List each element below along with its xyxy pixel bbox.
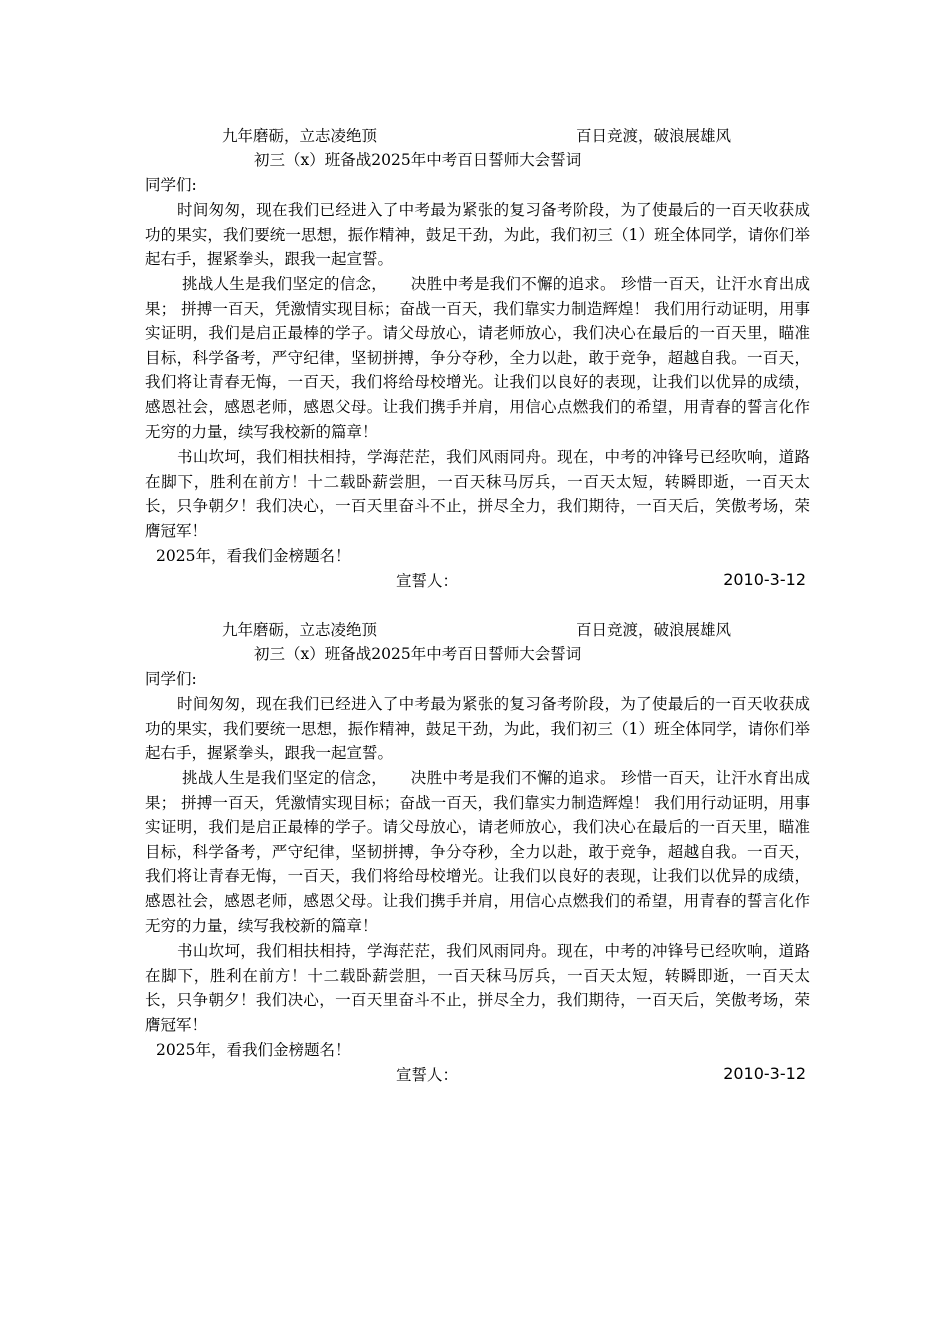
paragraph-oath: 挑战人生是我们坚定的信念， 决胜中考是我们不懈的追求。 珍惜一百天，让汗水育出成果； 拼搏一百天，凭激情实现目标；奋战一百天，我们靠实力制造辉煌！ 我们用行动证明，用事实证明，我们是启正最棒的学子。请父母放心，请老师放心，我们决心在最后的一百天里，瞄准目标，科学备考，严守纪律，坚韧拼搏，争分夺秒，全力以赴，敢于竞争，超越自我。一百天，我们将让青春无悔，一百天，我们将给母校增光。让我们以良好的表现，让我们以优异的成绩，感恩社会，感恩老师，感恩父母。让我们携手并肩，用信心点燃我们的希望，用青春的誓言化作无穷的力量，续写我校新的篇章！ [145,769,810,935]
motto-left: 九年磨砺，立志凌绝顶 [222,621,378,639]
oath-block-1 [0,124,950,614]
oath-title: 初三（x）班备战2025年中考百日誓师大会誓词 [254,151,582,169]
greeting: 同学们: [145,176,197,194]
motto-right: 百日竞渡，破浪展雄风 [576,621,732,639]
slogan: 2025年，看我们金榜题名！ [156,547,351,565]
greeting: 同学们: [145,670,197,688]
paragraph-closing: 书山坎坷，我们相扶相持，学海茫茫，我们风雨同舟。现在，中考的冲锋号已经吹响，道路在脚下，胜利在前方！十二载卧薪尝胆，一百天秣马厉兵，一百天太短，转瞬即逝，一百天太长，只争朝夕！我们决心，一百天里奋斗不止，拼尽全力，我们期待，一百天后，笑傲考场，荣膺冠军！ [145,942,810,1034]
paragraph-oath: 挑战人生是我们坚定的信念， 决胜中考是我们不懈的追求。 珍惜一百天，让汗水育出成果； 拼搏一百天，凭激情实现目标；奋战一百天，我们靠实力制造辉煌！ 我们用行动证明，用事实证明，我们是启正最棒的学子。请父母放心，请老师放心，我们决心在最后的一百天里，瞄准目标，科学备考，严守纪律，坚韧拼搏，争分夺秒，全力以赴，敢于竞争，超越自我。一百天，我们将让青春无悔，一百天，我们将给母校增光。让我们以良好的表现，让我们以优异的成绩，感恩社会，感恩老师，感恩父母。让我们携手并肩，用信心点燃我们的希望，用青春的誓言化作无穷的力量，续写我校新的篇章！ [145,275,810,441]
oath-block-2 [0,618,950,1108]
oath-date: 2010-3-12 [723,570,806,589]
paragraph-intro: 时间匆匆，现在我们已经进入了中考最为紧张的复习备考阶段，为了使最后的一百天收获成功的果实，我们要统一思想，振作精神，鼓足干劲，为此，我们初三（1）班全体同学，请你们举起右手，握紧拳头，跟我一起宣誓。 [145,201,810,269]
motto-left: 九年磨砺，立志凌绝顶 [222,127,378,145]
signer-label: 宣誓人： [396,1066,459,1084]
oath-title: 初三（x）班备战2025年中考百日誓师大会誓词 [254,645,582,663]
motto-right: 百日竞渡，破浪展雄风 [576,127,732,145]
oath-date: 2010-3-12 [723,1064,806,1083]
paragraph-intro: 时间匆匆，现在我们已经进入了中考最为紧张的复习备考阶段，为了使最后的一百天收获成功的果实，我们要统一思想，振作精神，鼓足干劲，为此，我们初三（1）班全体同学，请你们举起右手，握紧拳头，跟我一起宣誓。 [145,695,810,763]
slogan: 2025年，看我们金榜题名！ [156,1041,351,1059]
signer-label: 宣誓人： [396,572,459,590]
paragraph-closing: 书山坎坷，我们相扶相持，学海茫茫，我们风雨同舟。现在，中考的冲锋号已经吹响，道路在脚下，胜利在前方！十二载卧薪尝胆，一百天秣马厉兵，一百天太短，转瞬即逝，一百天太长，只争朝夕！我们决心，一百天里奋斗不止，拼尽全力，我们期待，一百天后，笑傲考场，荣膺冠军！ [145,448,810,540]
